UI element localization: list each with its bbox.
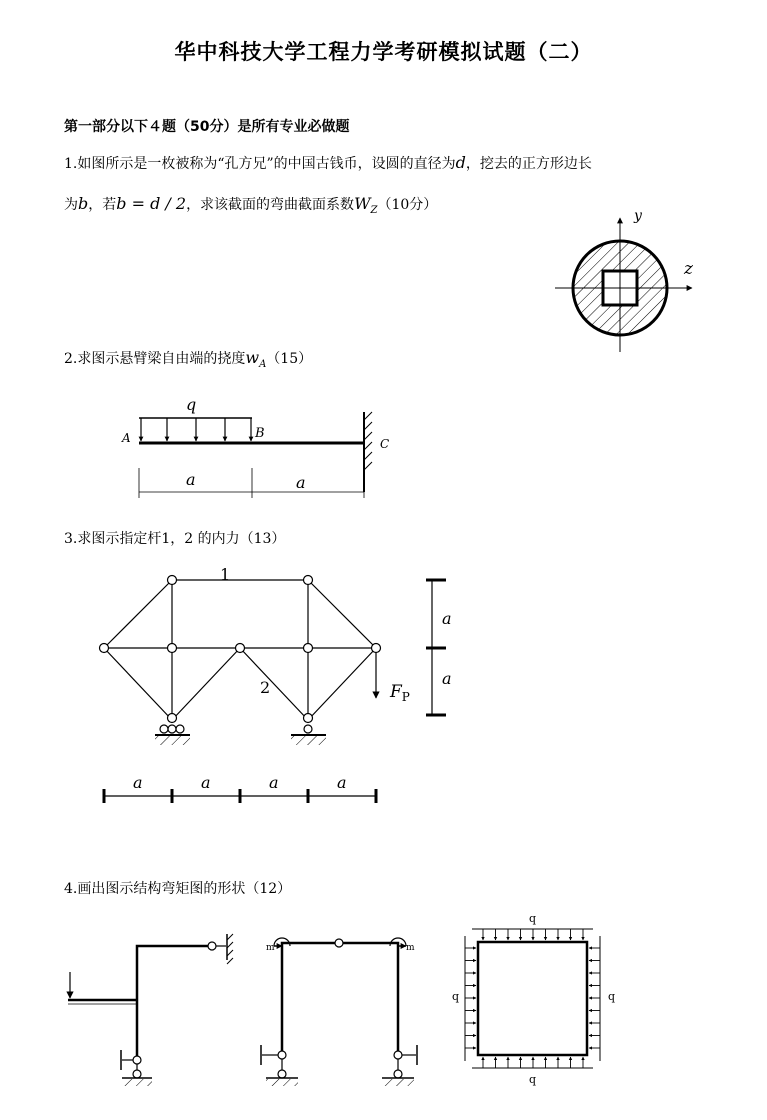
roller bbox=[160, 725, 168, 733]
q1-var-b: b bbox=[78, 194, 89, 213]
hdim-label: a bbox=[133, 773, 143, 792]
q1-line1-prefix: 1.如图所示是一枚被称为“孔方兄”的中国古钱币，设圆的直径为 bbox=[64, 156, 456, 172]
ground-hatch bbox=[155, 736, 190, 745]
wall-hatch bbox=[227, 934, 233, 964]
q2-score: （15） bbox=[266, 351, 313, 367]
frame-member bbox=[137, 946, 212, 1060]
joint bbox=[304, 644, 313, 653]
q2-var-sub: A bbox=[259, 358, 267, 370]
q2-beam-figure bbox=[121, 395, 389, 498]
hinge bbox=[394, 1070, 402, 1078]
roller bbox=[168, 725, 176, 733]
support-joint bbox=[168, 714, 177, 723]
truss-bar bbox=[172, 648, 240, 720]
q1-equation: b = d / 2 bbox=[116, 194, 187, 213]
wall-hatch bbox=[364, 412, 372, 470]
q1-line2-mid2: ，求该截面的弯曲截面系数 bbox=[186, 197, 355, 213]
moment-label-left: m bbox=[266, 943, 275, 953]
q4-frame-1 bbox=[68, 934, 233, 1086]
vdim-label-2: a bbox=[442, 669, 452, 688]
point-c-label: C bbox=[380, 437, 390, 451]
q1-coin-figure bbox=[555, 208, 694, 352]
truss-bar bbox=[104, 580, 172, 648]
q4-frame-3 bbox=[465, 929, 600, 1068]
q1-line1-suffix: ，挖去的正方形边长 bbox=[465, 156, 592, 172]
q1-var-w: W bbox=[354, 194, 371, 213]
q4-frame-2 bbox=[261, 938, 417, 1086]
hinge bbox=[133, 1056, 141, 1064]
q2-text-main: 2.求图示悬臂梁自由端的挠度 bbox=[64, 351, 246, 367]
vdim-label-1: a bbox=[442, 609, 452, 628]
q3-text: 3.求图示指定杆1，2 的内力（13） bbox=[64, 531, 286, 547]
q4-text: 4.画出图示结构弯矩图的形状（12） bbox=[64, 881, 292, 897]
joint bbox=[100, 644, 109, 653]
q1-line2-prefix: 为 bbox=[64, 197, 78, 213]
moment-label-right: m bbox=[406, 943, 415, 953]
force-label bbox=[389, 682, 410, 704]
bar-2-label: 2 bbox=[260, 678, 271, 697]
z-axis-label: z bbox=[684, 259, 693, 279]
hinge bbox=[133, 1070, 141, 1078]
portal-frame bbox=[282, 943, 398, 1055]
roller bbox=[304, 725, 312, 733]
q-label-right: q bbox=[608, 990, 616, 1003]
q2-var-w: w bbox=[245, 348, 260, 367]
q-label-left: q bbox=[452, 990, 460, 1003]
bar-1-label: 1 bbox=[220, 565, 231, 584]
joint bbox=[236, 644, 245, 653]
hinge bbox=[394, 1051, 402, 1059]
y-axis-label: y bbox=[634, 208, 642, 224]
point-a-label: A bbox=[122, 431, 131, 445]
q4-load-arrows bbox=[465, 929, 600, 1068]
closed-frame bbox=[478, 942, 587, 1055]
q1-var-d: d bbox=[455, 153, 466, 172]
section-heading: 第一部分以下４题（50分）是所有专业必做题 bbox=[64, 119, 350, 135]
q-label-bottom: q bbox=[529, 1073, 537, 1086]
hdim-label: a bbox=[337, 773, 347, 792]
ground-hatch bbox=[382, 1079, 414, 1086]
force-symbol: F bbox=[390, 682, 402, 702]
q3-labels bbox=[133, 565, 452, 792]
q1-line2-mid: ，若 bbox=[88, 197, 117, 213]
page-title: 华中科技大学工程力学考研模拟试题（二） bbox=[174, 40, 593, 64]
hinge bbox=[335, 939, 343, 947]
dim-label-1: a bbox=[186, 470, 196, 489]
hinge bbox=[278, 1070, 286, 1078]
ground-hatch bbox=[291, 736, 326, 745]
bar-2 bbox=[240, 648, 308, 720]
ground-hatch bbox=[122, 1079, 152, 1086]
truss-bar bbox=[308, 580, 376, 648]
point-b-label: B bbox=[255, 426, 265, 441]
support-joint bbox=[304, 714, 313, 723]
load-label-q: q bbox=[186, 395, 197, 414]
joint bbox=[168, 644, 177, 653]
joint bbox=[304, 576, 313, 585]
q-label-top: q bbox=[529, 912, 537, 925]
roller bbox=[176, 725, 184, 733]
ground-hatch bbox=[266, 1079, 298, 1086]
dim-label-2: a bbox=[296, 473, 306, 492]
truss-bar bbox=[104, 648, 172, 720]
hinge bbox=[278, 1051, 286, 1059]
hdim-label: a bbox=[269, 773, 279, 792]
hdim-label: a bbox=[201, 773, 211, 792]
q1-line2-suffix: （10分） bbox=[377, 197, 438, 213]
joint bbox=[168, 576, 177, 585]
hinge bbox=[208, 942, 216, 950]
q1-var-w-sub: Z bbox=[370, 204, 378, 216]
joint bbox=[372, 644, 381, 653]
truss-bar bbox=[308, 648, 376, 720]
force-subscript: P bbox=[401, 690, 410, 704]
